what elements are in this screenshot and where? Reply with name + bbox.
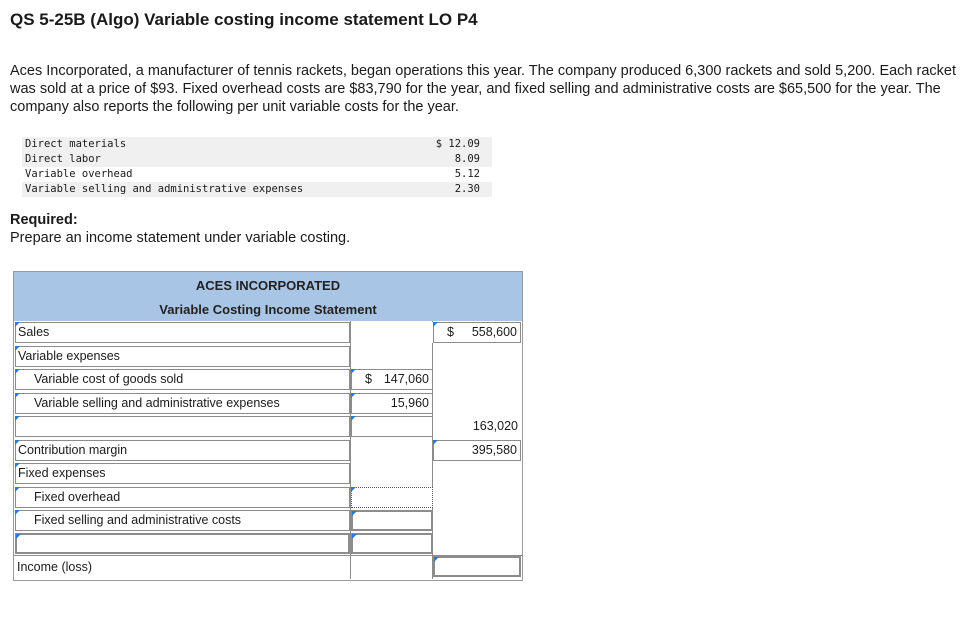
variable-expenses-label[interactable]: Variable expenses	[15, 346, 350, 367]
cost-amount: 8.09	[454, 153, 480, 165]
cost-amount: 5.12	[454, 168, 480, 180]
cost-label: Variable overhead	[25, 168, 133, 180]
income-amount-field[interactable]	[433, 556, 521, 577]
dollar-sign: $	[365, 372, 372, 386]
contribution-margin-field[interactable]	[433, 440, 521, 461]
problem-description: Aces Incorporated, a manufacturer of tennis rackets, began operations this year. The company produced 6,300 rackets and sold 5,200. Each racket was sold at a price of $93. Fixed overhead costs are $83,790 for the year, and fixed selling and administrative costs are $65,500 for the year. The company also reports the following per unit variable costs for the year.	[10, 63, 957, 115]
required-heading: Required:	[10, 212, 78, 228]
sales-col1-blank	[351, 322, 433, 343]
cost-label: Variable selling and administrative expenses	[25, 183, 304, 195]
contribution-margin-label[interactable]: Contribution margin	[15, 440, 350, 461]
sales-amount-field[interactable]	[433, 322, 521, 343]
blank-col1-field-2[interactable]	[351, 533, 433, 554]
blank-label-field[interactable]	[15, 416, 350, 437]
cost-row	[22, 137, 492, 152]
cost-label: Direct labor	[25, 153, 101, 165]
vcogs-label[interactable]: Variable cost of goods sold	[15, 369, 350, 390]
vsa-label[interactable]: Variable selling and administrative expenses	[15, 393, 350, 414]
blank-col1-field[interactable]	[351, 416, 433, 437]
required-text: Prepare an income statement under variable costing.	[10, 230, 351, 246]
fixed-overhead-field[interactable]	[351, 487, 433, 508]
income-statement	[13, 271, 523, 581]
vsa-amount: 15,960	[390, 396, 429, 410]
blank-label-field-2[interactable]	[15, 533, 350, 554]
fixed-sa-field[interactable]	[351, 510, 433, 531]
page-title: QS 5-25B (Algo) Variable costing income statement LO P4	[10, 10, 478, 29]
cost-amount: 2.30	[454, 183, 480, 195]
cost-amount: $ 12.09	[435, 138, 480, 150]
dollar-sign: $	[447, 325, 454, 339]
vcogs-amount: 147,060	[383, 372, 429, 386]
fixed-overhead-label[interactable]: Fixed overhead	[15, 487, 350, 508]
sales-amount: 558,600	[471, 325, 517, 339]
vcogs-amount-field[interactable]	[351, 369, 433, 390]
statement-header	[14, 272, 522, 321]
cost-row	[22, 182, 492, 197]
company-name: ACES INCORPORATED	[195, 278, 341, 293]
fixed-expenses-label[interactable]: Fixed expenses	[15, 463, 350, 484]
contribution-margin-amount: 395,580	[471, 443, 517, 457]
sales-label[interactable]: Sales	[15, 322, 350, 343]
cost-row	[22, 152, 492, 167]
vsa-amount-field[interactable]	[351, 393, 433, 414]
cost-row	[22, 167, 492, 182]
statement-subtitle: Variable Costing Income Statement	[159, 302, 377, 317]
total-variable-expenses: 163,020	[433, 417, 521, 438]
fixed-sa-label[interactable]: Fixed selling and administrative costs	[15, 510, 350, 531]
income-label: Income (loss)	[15, 558, 350, 579]
cost-label: Direct materials	[25, 138, 127, 150]
unit-cost-table	[22, 137, 492, 197]
